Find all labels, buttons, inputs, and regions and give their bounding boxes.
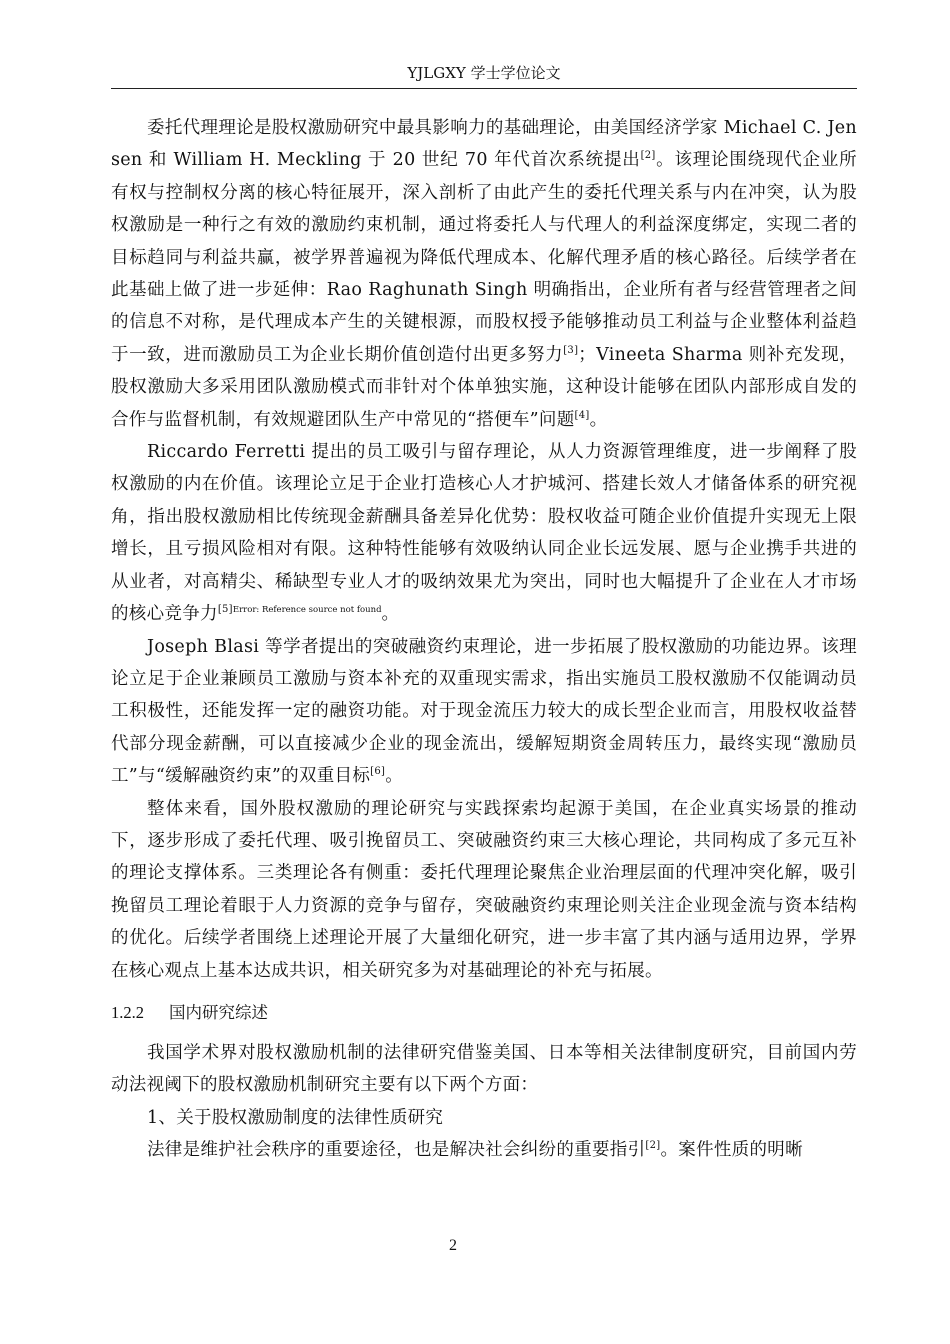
paragraph-text: 。该理论围绕现代企业所有权与控制权分离的核心特征展开，深入剖析了由此产生的委托代理关系与内在冲突，认为股权激励是一种行之有效的激励约束机制，通过将委托人与代理人的利益深度绑定，实现二者的目标趋同与利益共赢，被学界普遍视为降低代理成本、化解代理矛盾的核心路径。后续学者在此基础上做了进一步延伸：Rao Raghunath Singh 明确指出，企业所有者与经营管理者之间的信息不对称，是代理成本产生的关键根源，而股权授予能够推动员工利益与企业整体利益趋于一致，进而激励员工为企业长期价值创造付出更多努力: [111, 150, 857, 365]
paragraph-retention-theory: [111, 436, 857, 630]
citation-ref[interactable]: [2]: [645, 1140, 661, 1152]
page-body: [111, 112, 857, 1167]
paragraph-text: Riccardo Ferretti 提出的员工吸引与留存理论，从人力资源管理维度，进一步阐释了股权激励的内在价值。该理论立足于企业打造核心人才护城河、搭建长效人才储备体系的研究视角，指出股权激励相比传统现金薪酬具备差异化优势：股权收益可随企业价值提升实现无上限增长，且亏损风险相对有限。这种特性能够有效吸纳认同企业长远发展、愿与企业携手共进的从业者，对高精尖、稀缺型专业人才的吸纳效果尤为突出，同时也大幅提升了企业在人才市场的核心竞争力: [111, 442, 857, 625]
paragraph-text: 我国学术界对股权激励机制的法律研究借鉴美国、日本等相关法律制度研究，目前国内劳动法视阈下的股权激励机制研究主要有以下两个方面：: [111, 1042, 857, 1096]
paragraph-text: 1、关于股权激励制度的法律性质研究: [147, 1107, 444, 1128]
paragraph-text: 委托代理理论是股权激励研究中最具影响力的基础理论，由美国经济学家 Michael C. Jensen 和 William H. Meckling 于 20 世纪 70 年代首次系统提出: [111, 118, 857, 171]
citation-ref[interactable]: [4]: [574, 409, 590, 421]
paragraph-text: ；Vineeta Sharma 则补充发现，股权激励大多采用团队激励模式而非针对个体单独实施，这种设计能够在团队内部形成自发的合作与监督机制，有效规避团队生产中常见的“搭便车”问题: [111, 344, 858, 430]
paragraph-text: 法律是维护社会秩序的重要途径，也是解决社会纠纷的重要指引: [147, 1140, 646, 1161]
paragraph-law-role: [111, 1134, 857, 1166]
section-heading: [111, 999, 857, 1027]
paragraph-principal-agent-theory: [111, 112, 857, 436]
paragraph-financing-theory: [111, 631, 857, 793]
section-title: 国内研究综述: [169, 1002, 268, 1022]
citation-ref[interactable]: [5]: [217, 604, 233, 616]
paragraph-text: 。: [385, 766, 404, 787]
paragraph-domestic-intro: [111, 1037, 857, 1102]
running-header: YJLGXY 学士学位论文: [111, 64, 857, 89]
paragraph-text: Joseph Blasi 等学者提出的突破融资约束理论，进一步拓展了股权激励的功能边界。该理论立足于企业兼顾员工激励与资本补充的双重现实需求，指出实施员工股权激励不仅能调动员工积极性，还能发挥一定的融资功能。对于现金流压力较大的成长型企业而言，用股权收益替代部分现金薪酬，可以直接减少企业的现金流出，缓解短期资金周转压力，最终实现“激励员工”与“缓解融资约束”的双重目标: [111, 636, 857, 787]
paragraph-text: 。案件性质的明晰: [660, 1140, 803, 1161]
section-number: 1.2.2: [111, 1002, 144, 1022]
paragraph-text: 。: [589, 409, 608, 430]
citation-ref[interactable]: [2]: [640, 150, 656, 162]
reference-error-note: Error: Reference source not found: [232, 605, 382, 616]
citation-ref[interactable]: [3]: [563, 345, 579, 357]
paragraph-text: 。: [381, 604, 400, 625]
citation-ref[interactable]: [6]: [370, 766, 386, 778]
page-number: 2: [449, 1237, 457, 1254]
list-item-legal-nature: [111, 1102, 857, 1134]
paragraph-summary: [111, 793, 857, 987]
paragraph-text: 整体来看，国外股权激励的理论研究与实践探索均起源于美国，在企业真实场景的推动下，逐步形成了委托代理、吸引挽留员工、突破融资约束三大核心理论，共同构成了多元互补的理论支撑体系。三类理论各有侧重：委托代理理论聚焦企业治理层面的代理冲突化解，吸引挽留员工理论着眼于人力资源的竞争与留存，突破融资约束理论则关注企业现金流与资本结构的优化。后续学者围绕上述理论开展了大量细化研究，进一步丰富了其内涵与适用边界，学界在核心观点上基本达成共识，相关研究多为对基础理论的补充与拓展。: [111, 798, 857, 981]
